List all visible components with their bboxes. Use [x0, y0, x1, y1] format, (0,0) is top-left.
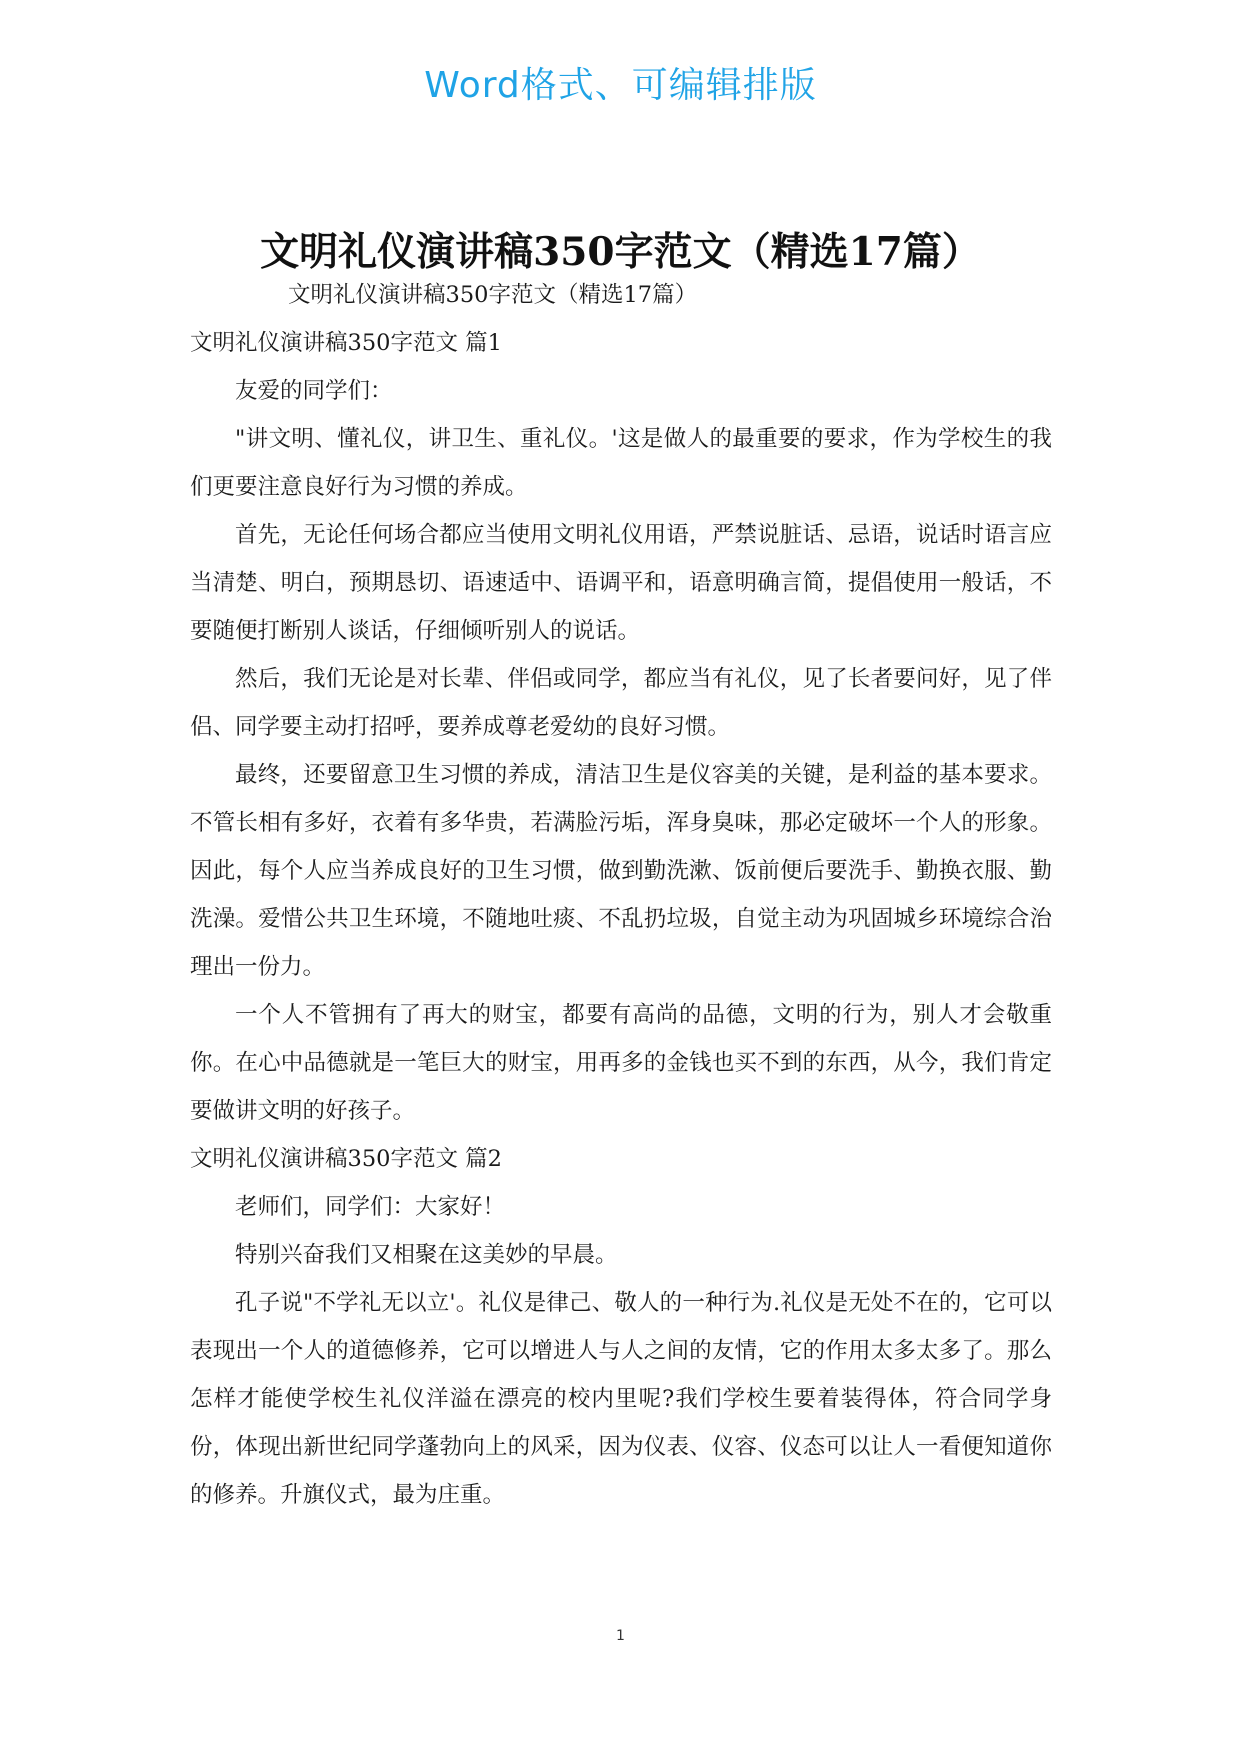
document-title: 文明礼仪演讲稿350字范文（精选17篇） — [260, 229, 981, 276]
paragraph: 老师们，同学们：大家好！ — [235, 1194, 506, 1220]
paragraph: "讲文明、懂礼仪，讲卫生、重礼仪。'这是做人的最重要的要求，作为学校生的我们更要注意良好行为习惯的养成。 — [190, 426, 1052, 500]
paragraph: 友爱的同学们： — [235, 378, 393, 404]
paragraph: 最终，还要留意卫生习惯的养成，清洁卫生是仪容美的关键，是利益的基本要求。不管长相有多好，衣着有多华贵，若满脸污垢，浑身臭味，那必定破坏一个人的形象。因此，每个人应当养成良好的卫生习惯，做到勤洗漱、饭前便后要洗手、勤换衣服、勤洗澡。爱惜公共卫生环境，不随地吐痰、不乱扔垃圾，自觉主动为巩固城乡环境综合治理出一份力。 — [190, 762, 1052, 980]
document-subtitle: 文明礼仪演讲稿350字范文（精选17篇） — [288, 282, 698, 308]
section-heading: 文明礼仪演讲稿350字范文 篇1 — [190, 330, 502, 356]
page-number: 1 — [616, 1628, 625, 1644]
paragraph: 首先，无论任何场合都应当使用文明礼仪用语，严禁说脏话、忌语，说话时语言应当清楚、明白，预期恳切、语速适中、语调平和，语意明确言简，提倡使用一般话，不要随便打断别人谈话，仔细倾听别人的说话。 — [190, 522, 1052, 644]
paragraph: 特别兴奋我们又相聚在这美妙的早晨。 — [235, 1242, 618, 1268]
watermark-banner: Word格式、可编辑排版 — [424, 65, 817, 106]
document-body — [190, 271, 1052, 1519]
section-heading: 文明礼仪演讲稿350字范文 篇2 — [190, 1146, 502, 1172]
paragraph: 一个人不管拥有了再大的财宝，都要有高尚的品德，文明的行为，别人才会敬重你。在心中品德就是一笔巨大的财宝，用再多的金钱也买不到的东西，从今，我们肯定要做讲文明的好孩子。 — [190, 1002, 1052, 1124]
paragraph: 孔子说"不学礼无以立'。礼仪是律己、敬人的一种行为.礼仪是无处不在的，它可以表现出一个人的道德修养，它可以增进人与人之间的友情，它的作用太多太多了。那么怎样才能使学校生礼仪洋溢在漂亮的校内里呢?我们学校生要着装得体，符合同学身份，体现出新世纪同学蓬勃向上的风采，因为仪表、仪容、仪态可以让人一看便知道你的修养。升旗仪式，最为庄重。 — [190, 1290, 1052, 1508]
paragraph: 然后，我们无论是对长辈、伴侣或同学，都应当有礼仪，见了长者要问好，见了伴侣、同学要主动打招呼，要养成尊老爱幼的良好习惯。 — [190, 666, 1052, 740]
